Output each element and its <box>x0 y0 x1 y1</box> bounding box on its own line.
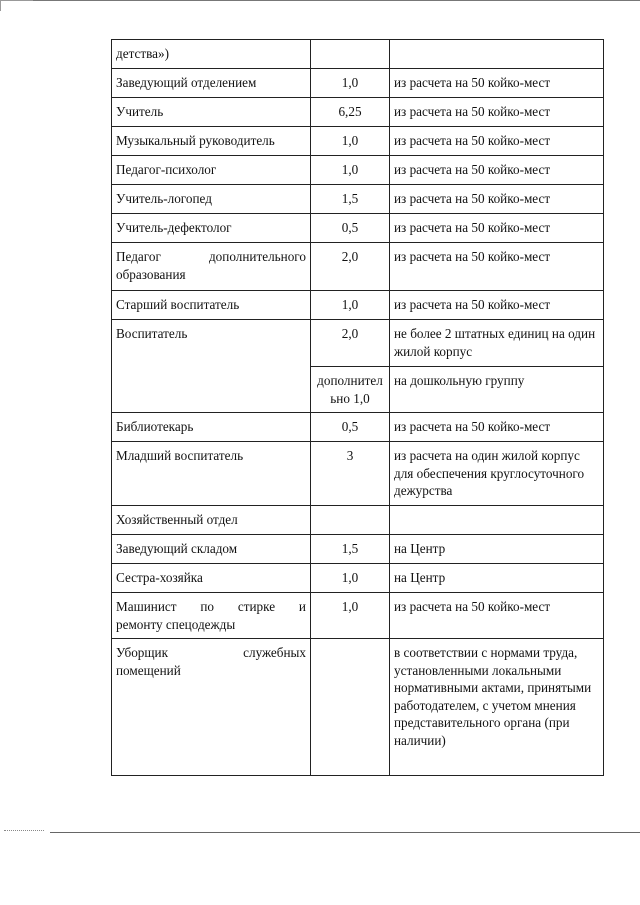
table-row <box>112 185 604 214</box>
note-cell: из расчета на 50 койко-мест <box>390 69 604 98</box>
position-cell: Учитель-логопед <box>112 185 311 214</box>
position-cell: Воспитатель <box>112 320 311 413</box>
position-cell <box>112 593 311 639</box>
quantity-cell: 1,0 <box>311 593 390 639</box>
position-line: Машинист по стирке и <box>116 599 306 614</box>
position-line: ремонту спецодежды <box>116 616 236 632</box>
quantity-extra-line: ьно 1,0 <box>330 390 370 406</box>
note-cell: на Центр <box>390 564 604 593</box>
table-row <box>112 564 604 593</box>
position-cell: Педагог-психолог <box>112 156 311 185</box>
position-cell: Учитель-дефектолог <box>112 214 311 243</box>
position-line: образования <box>116 266 186 282</box>
table-row <box>112 156 604 185</box>
quantity-cell: 1,5 <box>311 185 390 214</box>
table-row <box>112 593 604 639</box>
note-cell: из расчета на 50 койко-мест <box>390 413 604 442</box>
note-cell: в соответствии с нормами труда, установленными локальными нормативными актами, принятыми работодателем, с учетом мнения представительного органа (при наличии) <box>390 639 604 776</box>
position-cell <box>112 639 311 776</box>
note-cell: из расчета на 50 койко-мест <box>390 185 604 214</box>
position-cell: Заведующий отделением <box>112 69 311 98</box>
quantity-cell <box>311 639 390 776</box>
table-row <box>112 214 604 243</box>
table-row <box>112 413 604 442</box>
quantity-extra-line: дополнител <box>317 373 383 388</box>
quantity-extra-cell <box>311 367 390 413</box>
quantity-cell <box>311 506 390 535</box>
note-cell: из расчета на 50 койко-мест <box>390 156 604 185</box>
note-cell <box>390 40 604 69</box>
note-cell <box>390 506 604 535</box>
section-heading-cell: Хозяйственный отдел <box>112 506 311 535</box>
table-row <box>112 98 604 127</box>
note-cell: из расчета на 50 койко-мест <box>390 593 604 639</box>
table-row <box>112 127 604 156</box>
table-row <box>112 69 604 98</box>
note-cell: из расчета на 50 койко-мест <box>390 98 604 127</box>
position-cell: Заведующий складом <box>112 535 311 564</box>
scan-corner-mark <box>0 0 33 11</box>
quantity-cell: 1,0 <box>311 564 390 593</box>
quantity-cell <box>311 40 390 69</box>
position-cell: Старший воспитатель <box>112 291 311 320</box>
position-cell: Учитель <box>112 98 311 127</box>
scan-edge-dots <box>4 830 44 833</box>
table-row <box>112 40 604 69</box>
note-cell: из расчета на 50 койко-мест <box>390 127 604 156</box>
quantity-cell: 0,5 <box>311 214 390 243</box>
quantity-cell: 0,5 <box>311 413 390 442</box>
position-line: Педагог дополнительного <box>116 249 306 264</box>
table-row <box>112 535 604 564</box>
position-cell: Сестра-хозяйка <box>112 564 311 593</box>
position-line: помещений <box>116 662 181 678</box>
quantity-cell: 3 <box>311 442 390 506</box>
position-line: Уборщик служебных <box>116 645 306 660</box>
table-row <box>112 442 604 506</box>
table-row <box>112 291 604 320</box>
note-cell: не более 2 штатных единиц на один жилой корпус <box>390 320 604 367</box>
table-row <box>112 320 604 367</box>
quantity-cell: 2,0 <box>311 243 390 291</box>
quantity-cell: 1,0 <box>311 156 390 185</box>
note-extra-cell: на дошкольную группу <box>390 367 604 413</box>
position-cell: детства») <box>112 40 311 69</box>
quantity-cell: 1,0 <box>311 291 390 320</box>
scan-top-edge <box>0 0 640 4</box>
quantity-cell: 1,0 <box>311 69 390 98</box>
staffing-table <box>111 39 604 776</box>
quantity-cell: 6,25 <box>311 98 390 127</box>
position-cell <box>112 243 311 291</box>
table-row <box>112 506 604 535</box>
note-cell: из расчета на один жилой корпус для обеспечения круглосуточного дежурства <box>390 442 604 506</box>
note-cell: из расчета на 50 койко-мест <box>390 291 604 320</box>
note-cell: на Центр <box>390 535 604 564</box>
quantity-cell: 1,0 <box>311 127 390 156</box>
note-cell: из расчета на 50 койко-мест <box>390 243 604 291</box>
quantity-cell: 1,5 <box>311 535 390 564</box>
quantity-cell: 2,0 <box>311 320 390 367</box>
note-cell: из расчета на 50 койко-мест <box>390 214 604 243</box>
position-cell: Библиотекарь <box>112 413 311 442</box>
table-row <box>112 639 604 776</box>
scan-bottom-edge <box>50 832 640 833</box>
position-cell: Музыкальный руководитель <box>112 127 311 156</box>
position-cell: Младший воспитатель <box>112 442 311 506</box>
table-row <box>112 243 604 291</box>
